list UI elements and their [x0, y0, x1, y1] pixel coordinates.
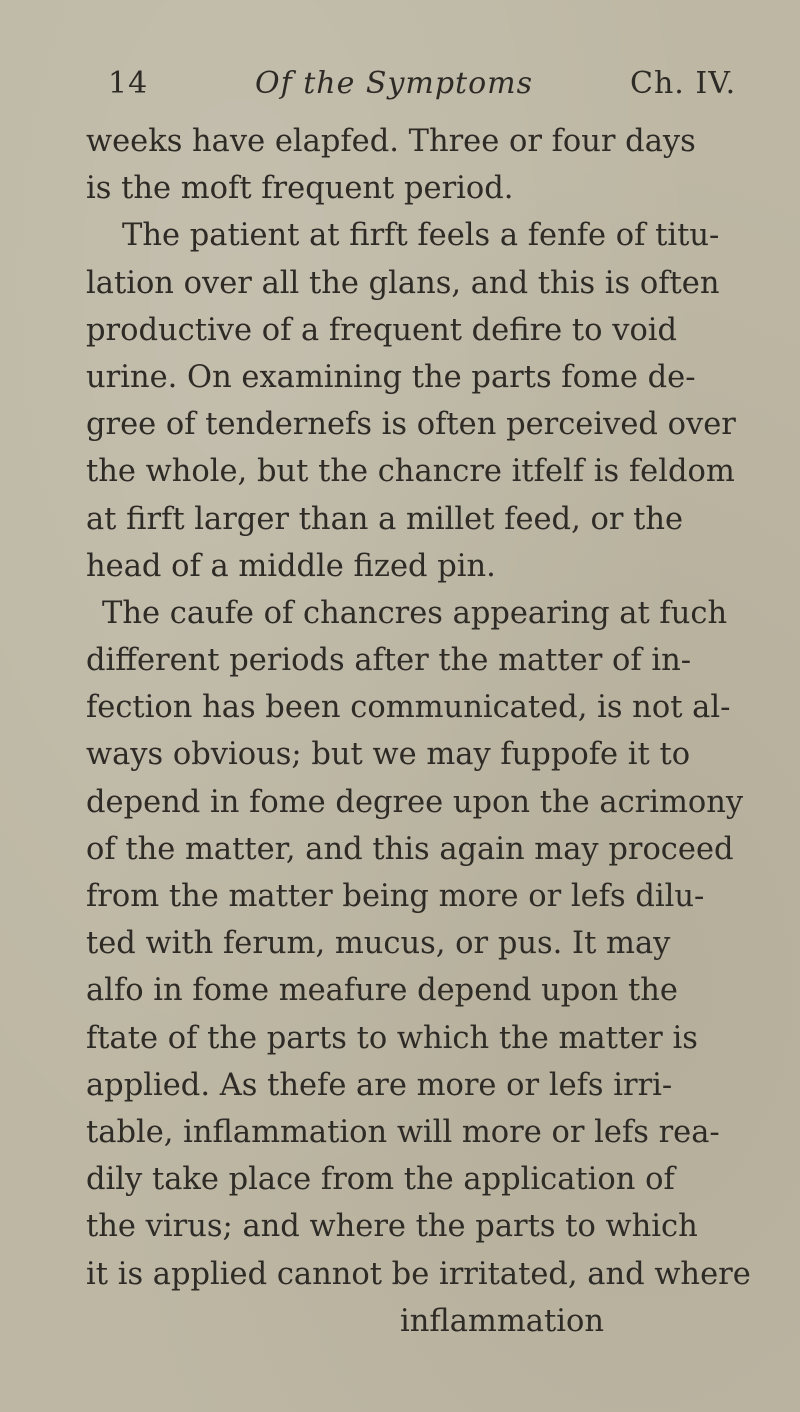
text-line: it is applied cannot be irritated, and where	[86, 1256, 751, 1292]
text-line: gree of tendernefs is often perceived over	[86, 407, 736, 443]
text-line: productive of a frequent defire to void	[86, 312, 678, 348]
text-line: head of a middle fized pin.	[86, 548, 496, 584]
chapter-label: Ch. IV.	[630, 66, 737, 101]
text-line: depend in fome degree upon the acrimony	[86, 784, 744, 820]
text-line: The patient at firft feels a fenfe of titu-	[122, 218, 720, 254]
text-line: ted with ferum, mucus, or pus. It may	[86, 926, 671, 962]
text-line: table, inflammation will more or lefs rea-	[86, 1114, 720, 1150]
text-line: from the matter being more or lefs dilu-	[86, 879, 705, 914]
running-title: Of the Symptoms	[255, 66, 534, 101]
text-line: weeks have elapfed. Three or four days	[86, 124, 696, 159]
text-line: fection has been communicated, is not al-	[86, 690, 731, 726]
text-line: lation over all the glans, and this is often	[86, 265, 720, 301]
page-header	[0, 60, 800, 110]
text-line: applied. As thefe are more or lefs irri-	[86, 1067, 673, 1103]
text-line: the whole, but the chancre itfelf is feldom	[86, 454, 735, 490]
text-line: is the moft frequent period.	[86, 171, 514, 207]
text-line: the virus; and where the parts to which	[86, 1209, 698, 1245]
text-line: different periods after the matter of in-	[86, 643, 692, 679]
text-line: ftate of the parts to which the matter is	[86, 1020, 698, 1056]
text-line: alfo in fome meafure depend upon the	[86, 973, 678, 1009]
text-line: The caufe of chancres appearing at fuch	[102, 595, 728, 631]
catchword: inflammation	[400, 1303, 604, 1339]
page-number: 14	[108, 66, 149, 101]
text-line: dily take place from the application of	[86, 1162, 675, 1198]
text-line: ways obvious; but we may fuppofe it to	[86, 737, 691, 773]
body-text	[60, 118, 790, 1345]
text-line: at firft larger than a millet feed, or the	[86, 501, 684, 537]
text-line: urine. On examining the parts fome de-	[86, 359, 696, 395]
text-line: of the matter, and this again may proceed	[86, 831, 734, 867]
